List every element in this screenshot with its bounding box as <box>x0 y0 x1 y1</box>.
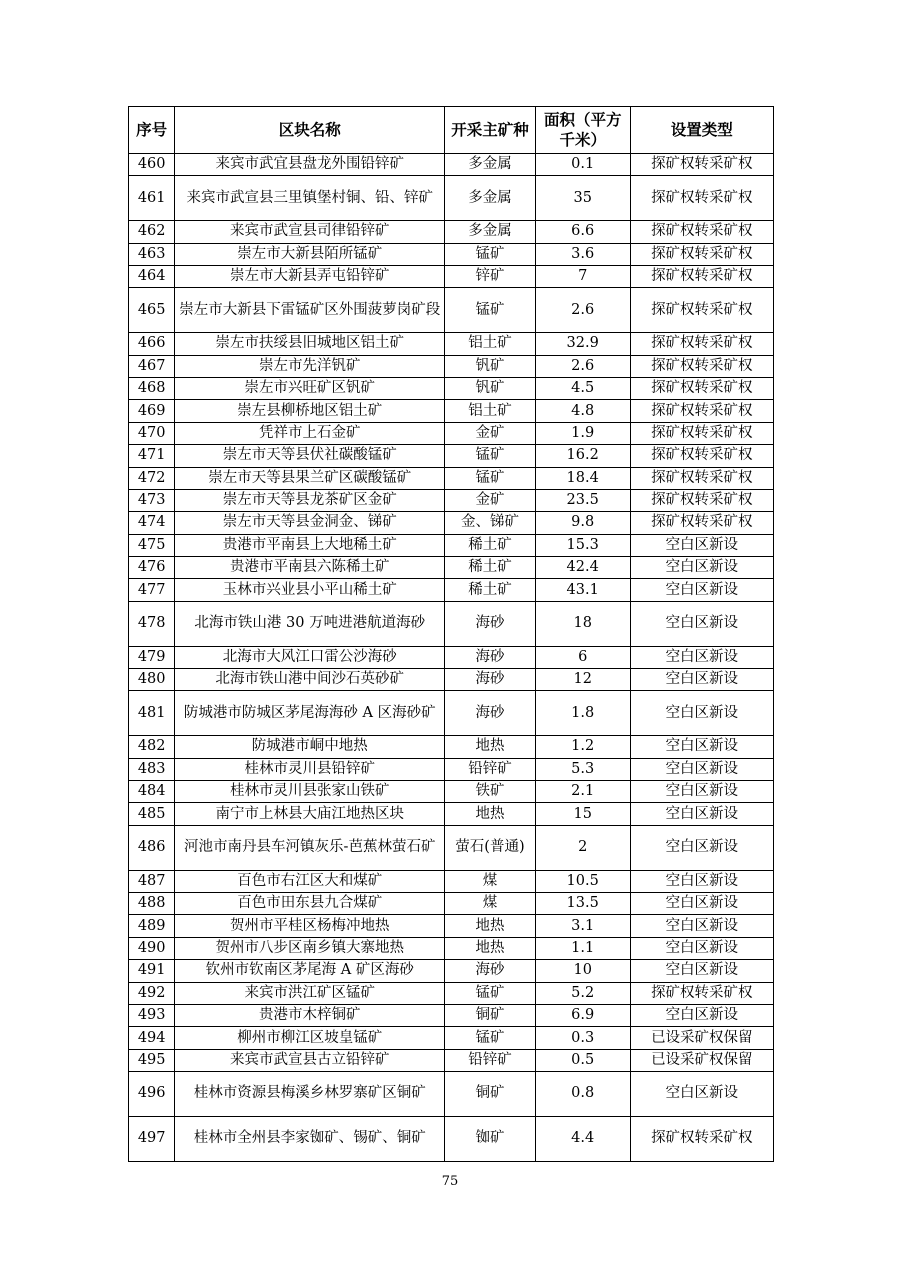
table-row <box>129 825 774 870</box>
cell-area: 0.1 <box>535 154 630 176</box>
cell-setup-type: 已设采矿权保留 <box>630 1027 773 1049</box>
cell-setup-type: 空白区新设 <box>630 1004 773 1026</box>
cell-main-mineral: 钒矿 <box>445 355 536 377</box>
table-row <box>129 176 774 221</box>
cell-area: 6 <box>535 646 630 668</box>
cell-setup-type: 空白区新设 <box>630 736 773 758</box>
table-row <box>129 691 774 736</box>
table-row <box>129 333 774 355</box>
cell-block-name: 贺州市八步区南乡镇大寨地热 <box>175 937 445 959</box>
cell-area: 0.3 <box>535 1027 630 1049</box>
cell-area: 10.5 <box>535 870 630 892</box>
cell-area: 12 <box>535 669 630 691</box>
cell-block-name: 贺州市平桂区杨梅冲地热 <box>175 915 445 937</box>
cell-block-name: 崇左市扶绥县旧城地区铝土矿 <box>175 333 445 355</box>
cell-setup-type: 空白区新设 <box>630 1072 773 1117</box>
table-row <box>129 646 774 668</box>
cell-area: 9.8 <box>535 512 630 534</box>
cell-serial-number: 471 <box>129 445 175 467</box>
cell-serial-number: 494 <box>129 1027 175 1049</box>
table-row <box>129 557 774 579</box>
cell-main-mineral: 多金属 <box>445 154 536 176</box>
cell-setup-type: 探矿权转采矿权 <box>630 288 773 333</box>
cell-serial-number: 465 <box>129 288 175 333</box>
cell-serial-number: 477 <box>129 579 175 601</box>
cell-main-mineral: 稀土矿 <box>445 579 536 601</box>
cell-area: 1.8 <box>535 691 630 736</box>
cell-setup-type: 探矿权转采矿权 <box>630 355 773 377</box>
cell-area: 5.3 <box>535 758 630 780</box>
cell-setup-type: 空白区新设 <box>630 960 773 982</box>
cell-serial-number: 481 <box>129 691 175 736</box>
cell-area: 6.9 <box>535 1004 630 1026</box>
table-row <box>129 960 774 982</box>
cell-main-mineral: 铝土矿 <box>445 400 536 422</box>
cell-serial-number: 461 <box>129 176 175 221</box>
cell-block-name: 来宾市武宣县司律铅锌矿 <box>175 221 445 243</box>
cell-main-mineral: 金矿 <box>445 422 536 444</box>
cell-main-mineral: 锰矿 <box>445 445 536 467</box>
cell-area: 2.6 <box>535 355 630 377</box>
table-row <box>129 758 774 780</box>
cell-block-name: 百色市右江区大和煤矿 <box>175 870 445 892</box>
cell-main-mineral: 地热 <box>445 736 536 758</box>
cell-serial-number: 487 <box>129 870 175 892</box>
cell-setup-type: 空白区新设 <box>630 915 773 937</box>
cell-main-mineral: 锰矿 <box>445 243 536 265</box>
cell-block-name: 北海市铁山港 30 万吨进港航道海砂 <box>175 601 445 646</box>
cell-serial-number: 469 <box>129 400 175 422</box>
cell-block-name: 崇左市先洋钒矿 <box>175 355 445 377</box>
cell-area: 5.2 <box>535 982 630 1004</box>
cell-area: 1.9 <box>535 422 630 444</box>
cell-block-name: 崇左市大新县下雷锰矿区外围菠萝岗矿段 <box>175 288 445 333</box>
cell-setup-type: 空白区新设 <box>630 534 773 556</box>
cell-serial-number: 466 <box>129 333 175 355</box>
header-main-mineral: 开采主矿种 <box>445 107 536 154</box>
table-row <box>129 489 774 511</box>
table-row <box>129 669 774 691</box>
cell-main-mineral: 锰矿 <box>445 467 536 489</box>
cell-block-name: 来宾市武宣县三里镇堡村铜、铅、锌矿 <box>175 176 445 221</box>
cell-setup-type: 空白区新设 <box>630 646 773 668</box>
cell-main-mineral: 煤 <box>445 870 536 892</box>
cell-serial-number: 489 <box>129 915 175 937</box>
cell-area: 42.4 <box>535 557 630 579</box>
cell-setup-type: 空白区新设 <box>630 691 773 736</box>
table-row <box>129 781 774 803</box>
cell-area: 4.8 <box>535 400 630 422</box>
cell-main-mineral: 多金属 <box>445 176 536 221</box>
cell-setup-type: 空白区新设 <box>630 892 773 914</box>
cell-setup-type: 探矿权转采矿权 <box>630 221 773 243</box>
table-body <box>129 154 774 1162</box>
cell-serial-number: 491 <box>129 960 175 982</box>
cell-block-name: 贵港市平南县上大地稀土矿 <box>175 534 445 556</box>
cell-setup-type: 探矿权转采矿权 <box>630 265 773 287</box>
cell-block-name: 河池市南丹县车河镇灰乐-芭蕉林萤石矿 <box>175 825 445 870</box>
header-setup-type: 设置类型 <box>630 107 773 154</box>
cell-setup-type: 探矿权转采矿权 <box>630 512 773 534</box>
table-row <box>129 265 774 287</box>
cell-serial-number: 464 <box>129 265 175 287</box>
table-row <box>129 1116 774 1161</box>
cell-setup-type: 探矿权转采矿权 <box>630 489 773 511</box>
cell-setup-type: 探矿权转采矿权 <box>630 176 773 221</box>
table-row <box>129 534 774 556</box>
cell-serial-number: 474 <box>129 512 175 534</box>
cell-main-mineral: 稀土矿 <box>445 557 536 579</box>
cell-setup-type: 空白区新设 <box>630 781 773 803</box>
cell-main-mineral: 锰矿 <box>445 1027 536 1049</box>
cell-block-name: 崇左市大新县弄屯铅锌矿 <box>175 265 445 287</box>
cell-main-mineral: 海砂 <box>445 960 536 982</box>
cell-serial-number: 472 <box>129 467 175 489</box>
cell-block-name: 崇左市天等县果兰矿区碳酸锰矿 <box>175 467 445 489</box>
cell-main-mineral: 钒矿 <box>445 377 536 399</box>
cell-area: 23.5 <box>535 489 630 511</box>
cell-setup-type: 空白区新设 <box>630 669 773 691</box>
cell-main-mineral: 锰矿 <box>445 288 536 333</box>
cell-block-name: 桂林市全州县李家铷矿、锡矿、铜矿 <box>175 1116 445 1161</box>
cell-block-name: 崇左市天等县伏社碳酸锰矿 <box>175 445 445 467</box>
cell-area: 0.5 <box>535 1049 630 1071</box>
cell-setup-type: 空白区新设 <box>630 579 773 601</box>
cell-serial-number: 479 <box>129 646 175 668</box>
cell-main-mineral: 稀土矿 <box>445 534 536 556</box>
table-row <box>129 377 774 399</box>
cell-area: 2 <box>535 825 630 870</box>
table-row <box>129 937 774 959</box>
cell-block-name: 崇左市天等县金洞金、锑矿 <box>175 512 445 534</box>
cell-serial-number: 492 <box>129 982 175 1004</box>
cell-block-name: 防城港市防城区茅尾海海砂 A 区海砂矿 <box>175 691 445 736</box>
mining-block-table <box>128 106 774 1162</box>
cell-block-name: 南宁市上林县大庙江地热区块 <box>175 803 445 825</box>
cell-block-name: 崇左市大新县陌所锰矿 <box>175 243 445 265</box>
cell-area: 10 <box>535 960 630 982</box>
cell-block-name: 北海市铁山港中间沙石英砂矿 <box>175 669 445 691</box>
table-row <box>129 601 774 646</box>
cell-setup-type: 探矿权转采矿权 <box>630 243 773 265</box>
header-block-name: 区块名称 <box>175 107 445 154</box>
table-row <box>129 400 774 422</box>
cell-main-mineral: 铜矿 <box>445 1072 536 1117</box>
cell-serial-number: 485 <box>129 803 175 825</box>
cell-main-mineral: 铝土矿 <box>445 333 536 355</box>
cell-area: 1.1 <box>535 937 630 959</box>
cell-setup-type: 探矿权转采矿权 <box>630 400 773 422</box>
table-row <box>129 915 774 937</box>
cell-area: 13.5 <box>535 892 630 914</box>
cell-main-mineral: 金、锑矿 <box>445 512 536 534</box>
table-row <box>129 1049 774 1071</box>
table-row <box>129 892 774 914</box>
table-row <box>129 870 774 892</box>
cell-serial-number: 478 <box>129 601 175 646</box>
cell-setup-type: 探矿权转采矿权 <box>630 154 773 176</box>
cell-serial-number: 473 <box>129 489 175 511</box>
cell-setup-type: 探矿权转采矿权 <box>630 377 773 399</box>
cell-area: 18 <box>535 601 630 646</box>
table-row <box>129 355 774 377</box>
cell-area: 32.9 <box>535 333 630 355</box>
cell-block-name: 桂林市灵川县张家山铁矿 <box>175 781 445 803</box>
table-row <box>129 803 774 825</box>
cell-setup-type: 已设采矿权保留 <box>630 1049 773 1071</box>
table-row <box>129 1072 774 1117</box>
cell-block-name: 来宾市武宣县古立铅锌矿 <box>175 1049 445 1071</box>
cell-setup-type: 探矿权转采矿权 <box>630 1116 773 1161</box>
cell-setup-type: 探矿权转采矿权 <box>630 333 773 355</box>
cell-serial-number: 495 <box>129 1049 175 1071</box>
header-row <box>129 107 774 154</box>
cell-block-name: 钦州市钦南区茅尾海 A 矿区海砂 <box>175 960 445 982</box>
cell-main-mineral: 海砂 <box>445 601 536 646</box>
cell-area: 2.6 <box>535 288 630 333</box>
cell-serial-number: 475 <box>129 534 175 556</box>
cell-block-name: 防城港市峒中地热 <box>175 736 445 758</box>
cell-main-mineral: 金矿 <box>445 489 536 511</box>
cell-area: 15 <box>535 803 630 825</box>
table-row <box>129 288 774 333</box>
cell-area: 7 <box>535 265 630 287</box>
cell-area: 6.6 <box>535 221 630 243</box>
table-row <box>129 154 774 176</box>
cell-block-name: 柳州市柳江区坡皇锰矿 <box>175 1027 445 1049</box>
cell-serial-number: 462 <box>129 221 175 243</box>
cell-main-mineral: 铅锌矿 <box>445 758 536 780</box>
cell-main-mineral: 多金属 <box>445 221 536 243</box>
cell-main-mineral: 铷矿 <box>445 1116 536 1161</box>
table-row <box>129 445 774 467</box>
cell-main-mineral: 地热 <box>445 803 536 825</box>
cell-area: 3.1 <box>535 915 630 937</box>
table-row <box>129 243 774 265</box>
cell-block-name: 贵港市平南县六陈稀土矿 <box>175 557 445 579</box>
cell-block-name: 百色市田东县九合煤矿 <box>175 892 445 914</box>
cell-main-mineral: 海砂 <box>445 691 536 736</box>
cell-area: 35 <box>535 176 630 221</box>
cell-block-name: 桂林市灵川县铅锌矿 <box>175 758 445 780</box>
cell-main-mineral: 地热 <box>445 937 536 959</box>
cell-setup-type: 空白区新设 <box>630 803 773 825</box>
cell-main-mineral: 煤 <box>445 892 536 914</box>
cell-serial-number: 460 <box>129 154 175 176</box>
table-row <box>129 579 774 601</box>
cell-area: 0.8 <box>535 1072 630 1117</box>
table-row <box>129 982 774 1004</box>
cell-block-name: 崇左市天等县龙茶矿区金矿 <box>175 489 445 511</box>
cell-serial-number: 486 <box>129 825 175 870</box>
cell-serial-number: 484 <box>129 781 175 803</box>
header-serial-number: 序号 <box>129 107 175 154</box>
cell-setup-type: 空白区新设 <box>630 601 773 646</box>
cell-block-name: 桂林市资源县梅溪乡林罗寨矿区铜矿 <box>175 1072 445 1117</box>
cell-block-name: 来宾市洪江矿区锰矿 <box>175 982 445 1004</box>
cell-main-mineral: 海砂 <box>445 669 536 691</box>
cell-block-name: 来宾市武宜县盘龙外围铅锌矿 <box>175 154 445 176</box>
cell-serial-number: 496 <box>129 1072 175 1117</box>
cell-area: 4.5 <box>535 377 630 399</box>
table-header <box>129 107 774 154</box>
cell-serial-number: 467 <box>129 355 175 377</box>
table-row <box>129 221 774 243</box>
cell-block-name: 崇左县柳桥地区铝土矿 <box>175 400 445 422</box>
cell-main-mineral: 地热 <box>445 915 536 937</box>
cell-area: 3.6 <box>535 243 630 265</box>
cell-area: 16.2 <box>535 445 630 467</box>
header-area: 面积（平方千米） <box>535 107 630 154</box>
cell-setup-type: 空白区新设 <box>630 870 773 892</box>
cell-serial-number: 470 <box>129 422 175 444</box>
page-number: 75 <box>441 1174 459 1189</box>
cell-setup-type: 空白区新设 <box>630 758 773 780</box>
cell-block-name: 北海市大风江口雷公沙海砂 <box>175 646 445 668</box>
cell-area: 18.4 <box>535 467 630 489</box>
cell-main-mineral: 锌矿 <box>445 265 536 287</box>
table-row <box>129 467 774 489</box>
table-row <box>129 1004 774 1026</box>
cell-setup-type: 空白区新设 <box>630 557 773 579</box>
table-row <box>129 736 774 758</box>
cell-main-mineral: 铁矿 <box>445 781 536 803</box>
cell-area: 2.1 <box>535 781 630 803</box>
cell-block-name: 凭祥市上石金矿 <box>175 422 445 444</box>
cell-block-name: 崇左市兴旺矿区钒矿 <box>175 377 445 399</box>
cell-block-name: 玉林市兴业县小平山稀土矿 <box>175 579 445 601</box>
cell-area: 43.1 <box>535 579 630 601</box>
cell-main-mineral: 铅锌矿 <box>445 1049 536 1071</box>
cell-serial-number: 490 <box>129 937 175 959</box>
cell-serial-number: 497 <box>129 1116 175 1161</box>
table-row <box>129 422 774 444</box>
cell-setup-type: 探矿权转采矿权 <box>630 422 773 444</box>
cell-serial-number: 482 <box>129 736 175 758</box>
cell-serial-number: 476 <box>129 557 175 579</box>
cell-serial-number: 463 <box>129 243 175 265</box>
cell-area: 1.2 <box>535 736 630 758</box>
cell-serial-number: 468 <box>129 377 175 399</box>
cell-setup-type: 探矿权转采矿权 <box>630 445 773 467</box>
cell-setup-type: 空白区新设 <box>630 937 773 959</box>
cell-main-mineral: 萤石(普通) <box>445 825 536 870</box>
table-row <box>129 512 774 534</box>
cell-setup-type: 探矿权转采矿权 <box>630 467 773 489</box>
cell-setup-type: 探矿权转采矿权 <box>630 982 773 1004</box>
cell-main-mineral: 锰矿 <box>445 982 536 1004</box>
cell-setup-type: 空白区新设 <box>630 825 773 870</box>
cell-serial-number: 493 <box>129 1004 175 1026</box>
cell-serial-number: 488 <box>129 892 175 914</box>
cell-main-mineral: 海砂 <box>445 646 536 668</box>
cell-serial-number: 483 <box>129 758 175 780</box>
cell-area: 15.3 <box>535 534 630 556</box>
cell-serial-number: 480 <box>129 669 175 691</box>
cell-main-mineral: 铜矿 <box>445 1004 536 1026</box>
cell-area: 4.4 <box>535 1116 630 1161</box>
table-row <box>129 1027 774 1049</box>
cell-block-name: 贵港市木梓铜矿 <box>175 1004 445 1026</box>
